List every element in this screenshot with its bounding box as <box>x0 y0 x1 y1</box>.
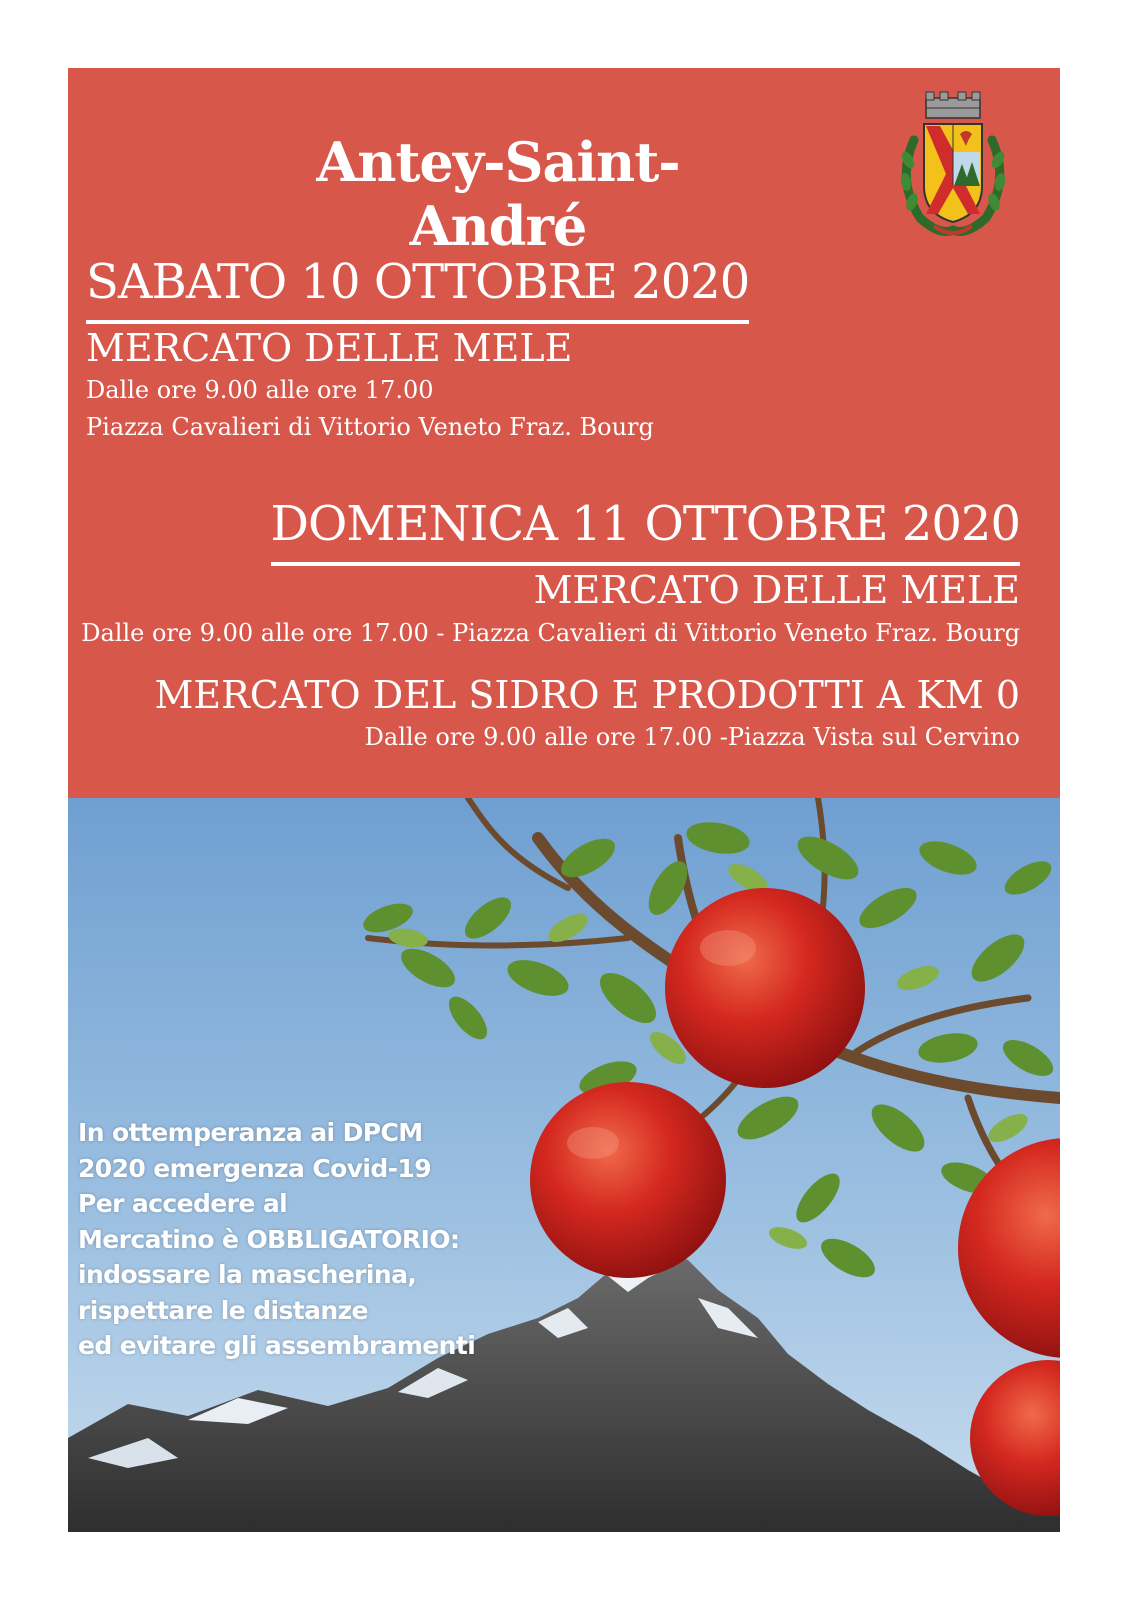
event-info-panel <box>68 68 1060 798</box>
coat-of-arms-icon <box>890 90 1016 240</box>
notice-line: ed evitare gli assembramenti <box>78 1331 476 1360</box>
covid-notice <box>78 1115 558 1364</box>
sunday-event-2-name: MERCATO DEL SIDRO E PRODOTTI A KM 0 <box>154 673 1020 717</box>
saturday-event-name: MERCATO DELLE MELE <box>86 326 573 370</box>
saturday-underline <box>86 320 749 324</box>
saturday-event-place: Piazza Cavalieri di Vittorio Veneto Fraz. Bourg <box>86 413 654 441</box>
poster <box>68 68 1060 1532</box>
sunday-event-1-name: MERCATO DELLE MELE <box>533 568 1020 612</box>
notice-line: Mercatino è OBBLIGATORIO: <box>78 1224 460 1254</box>
notice-line: Per accedere al <box>78 1189 288 1218</box>
notice-line: indossare la mascherina, <box>78 1260 417 1289</box>
sunday-event-1-details: Dalle ore 9.00 alle ore 17.00 - Piazza Cavalieri di Vittorio Veneto Fraz. Bourg <box>81 619 1020 647</box>
sunday-date: DOMENICA 11 OTTOBRE 2020 <box>270 496 1020 552</box>
notice-line: In ottemperanza ai DPCM <box>78 1118 423 1147</box>
notice-line: 2020 emergenza Covid-19 <box>78 1153 431 1183</box>
saturday-heading <box>86 254 749 310</box>
sunday-underline <box>271 562 1020 566</box>
notice-line: rispettare le distanze <box>78 1295 368 1325</box>
saturday-event-hours: Dalle ore 9.00 alle ore 17.00 <box>86 376 434 404</box>
sunday-event-2-details: Dalle ore 9.00 alle ore 17.00 -Piazza Vista sul Cervino <box>364 723 1020 751</box>
sunday-heading <box>271 496 1020 552</box>
town-title: Antey-Saint-André <box>316 130 680 258</box>
saturday-date: SABATO 10 OTTOBRE 2020 <box>86 254 750 310</box>
